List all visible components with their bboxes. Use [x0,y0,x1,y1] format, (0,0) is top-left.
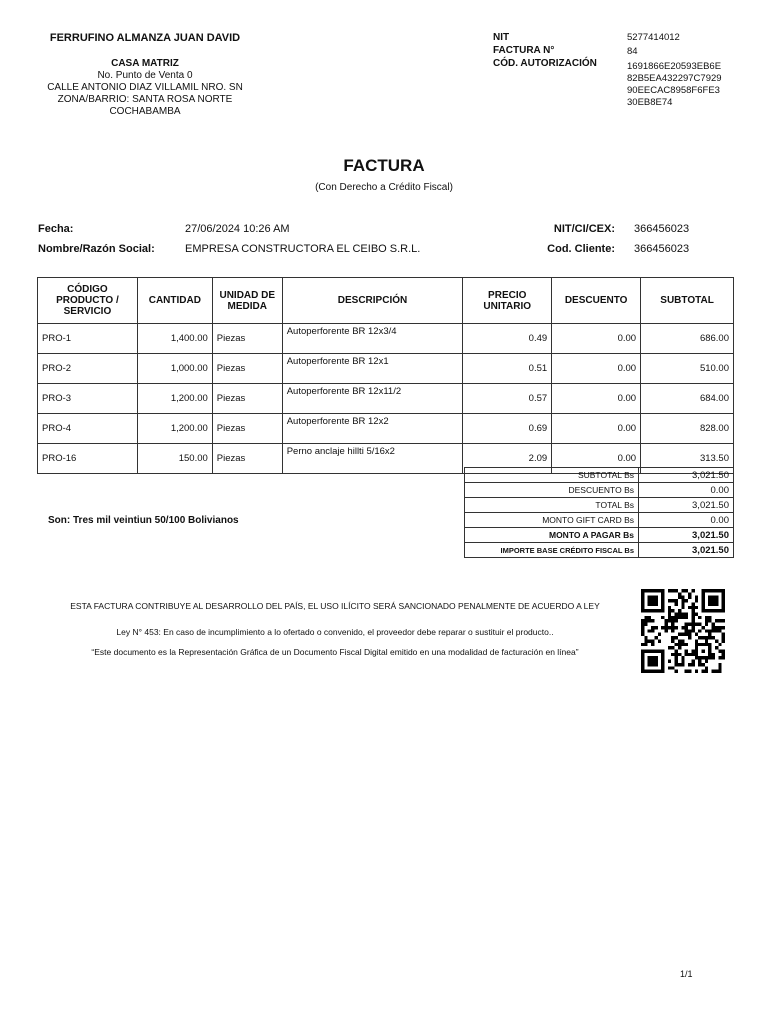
nit-value: 5277414012 [627,32,680,43]
discount: 0.00 [552,414,641,444]
legal-notice: ESTA FACTURA CONTRIBUYE AL DESARROLLO DEL PAÍS, EL USO ILÍCITO SERÁ SANCIONADO PENALMENTE DE ACUERDO A LEY [70,601,600,611]
customer-name-label: Nombre/Razón Social: [38,243,155,255]
table-row [38,354,734,384]
issuer-name: FERRUFINO ALMANZA JUAN DAVID [49,32,241,44]
authorization-code-line: 30EB8E74 [627,97,673,108]
discount: 0.00 [552,354,641,384]
authorization-code-line: 90EECAC8958F6FE3 [627,85,720,96]
totals-value: 3,021.50 [639,498,734,513]
client-code-label: Cod. Cliente: [547,243,615,255]
totals-value: 3,021.50 [639,528,734,543]
authorization-code-label: CÓD. AUTORIZACIÓN [493,58,597,69]
totals-table [464,467,734,558]
unit: Piezas [212,354,282,384]
table-row [38,384,734,414]
consumer-law-notice: Ley N° 453: En caso de incumplimiento a lo ofertado o convenido, el proveedor debe reparar o sustituir el producto.. [116,627,554,637]
discount: 0.00 [552,384,641,414]
issuer-address-1: CALLE ANTONIO DIAZ VILLAMIL NRO. SN [47,82,243,93]
product-code: PRO-3 [38,384,138,414]
column-header: DESCUENTO [552,278,641,324]
quantity: 150.00 [137,444,212,474]
amount-in-words: Son: Tres mil veintiun 50/100 Bolivianos [48,515,239,526]
column-header: CANTIDAD [137,278,212,324]
description: Perno anclaje hillti 5/16x2 [282,444,463,474]
description: Autoperforente BR 12x11/2 [282,384,463,414]
product-code: PRO-1 [38,324,138,354]
column-header: CÓDIGO PRODUCTO / SERVICIO [38,278,138,324]
page-number: 1/1 [680,969,693,979]
subtotal: 313.50 [641,444,734,474]
document-title: FACTURA [343,156,425,175]
product-code: PRO-16 [38,444,138,474]
totals-row [465,513,734,528]
unit-price: 0.69 [463,414,552,444]
totals-value: 3,021.50 [639,543,734,558]
quantity: 1,200.00 [137,384,212,414]
date-value: 27/06/2024 10:26 AM [185,223,290,235]
unit-price: 0.57 [463,384,552,414]
column-header: SUBTOTAL [641,278,734,324]
unit-price: 0.51 [463,354,552,384]
totals-row [465,498,734,513]
column-header: UNIDAD DE MEDIDA [212,278,282,324]
quantity: 1,000.00 [137,354,212,384]
description: Autoperforente BR 12x2 [282,414,463,444]
totals-row-tax-base [465,543,734,558]
issuer-address-2: ZONA/BARRIO: SANTA ROSA NORTE [57,94,233,105]
subtotal: 686.00 [641,324,734,354]
customer-nit-label: NIT/CI/CEX: [553,223,615,235]
point-of-sale: No. Punto de Venta 0 [97,70,193,81]
table-row [38,324,734,354]
issuer-branch: CASA MATRIZ [111,58,179,69]
invoice-number-label: FACTURA N° [493,45,555,56]
discount: 0.00 [552,324,641,354]
unit: Piezas [212,324,282,354]
authorization-code-line: 82B5EA432297C7929 [627,73,722,84]
unit: Piezas [212,414,282,444]
subtotal: 510.00 [641,354,734,384]
totals-row-amount-due [465,528,734,543]
unit: Piezas [212,444,282,474]
totals-value: 0.00 [639,513,734,528]
invoice-number-value: 84 [627,46,638,57]
issuer-city: COCHABAMBA [109,106,181,117]
digital-document-notice: “Este documento es la Representación Gráfica de un Documento Fiscal Digital emitido en una modalidad de facturación en línea” [91,647,579,657]
subtotal: 828.00 [641,414,734,444]
product-code: PRO-2 [38,354,138,384]
header-values [627,32,722,109]
table-header-row [38,278,734,324]
customer-nit-value: 366456023 [634,223,690,235]
totals-label: SUBTOTAL Bs [465,468,639,483]
unit-price: 0.49 [463,324,552,354]
client-code-value: 366456023 [634,243,690,255]
totals-label: MONTO GIFT CARD Bs [465,513,639,528]
items-table [37,277,734,474]
totals-label: MONTO A PAGAR Bs [465,528,639,543]
quantity: 1,400.00 [137,324,212,354]
issuer-block [30,32,260,118]
discount: 0.00 [552,444,641,474]
header-labels [493,31,597,70]
description: Autoperforente BR 12x3/4 [282,324,463,354]
unit-price: 2.09 [463,444,552,474]
nit-label: NIT [493,32,510,43]
qr-code-icon [641,589,725,673]
totals-row [465,468,734,483]
totals-row [465,483,734,498]
totals-value: 3,021.50 [639,468,734,483]
document-subtitle: (Con Derecho a Crédito Fiscal) [315,182,453,193]
description: Autoperforente BR 12x1 [282,354,463,384]
quantity: 1,200.00 [137,414,212,444]
column-header: PRECIO UNITARIO [463,278,552,324]
totals-label: IMPORTE BASE CRÉDITO FISCAL Bs [465,543,639,558]
date-label: Fecha: [38,223,74,235]
totals-label: TOTAL Bs [465,498,639,513]
totals-value: 0.00 [639,483,734,498]
subtotal: 684.00 [641,384,734,414]
unit: Piezas [212,384,282,414]
totals-label: DESCUENTO Bs [465,483,639,498]
column-header: DESCRIPCIÓN [282,278,463,324]
authorization-code-line: 1691866E20593EB6E [627,61,722,72]
product-code: PRO-4 [38,414,138,444]
table-row [38,414,734,444]
customer-name-value: EMPRESA CONSTRUCTORA EL CEIBO S.R.L. [185,243,421,255]
